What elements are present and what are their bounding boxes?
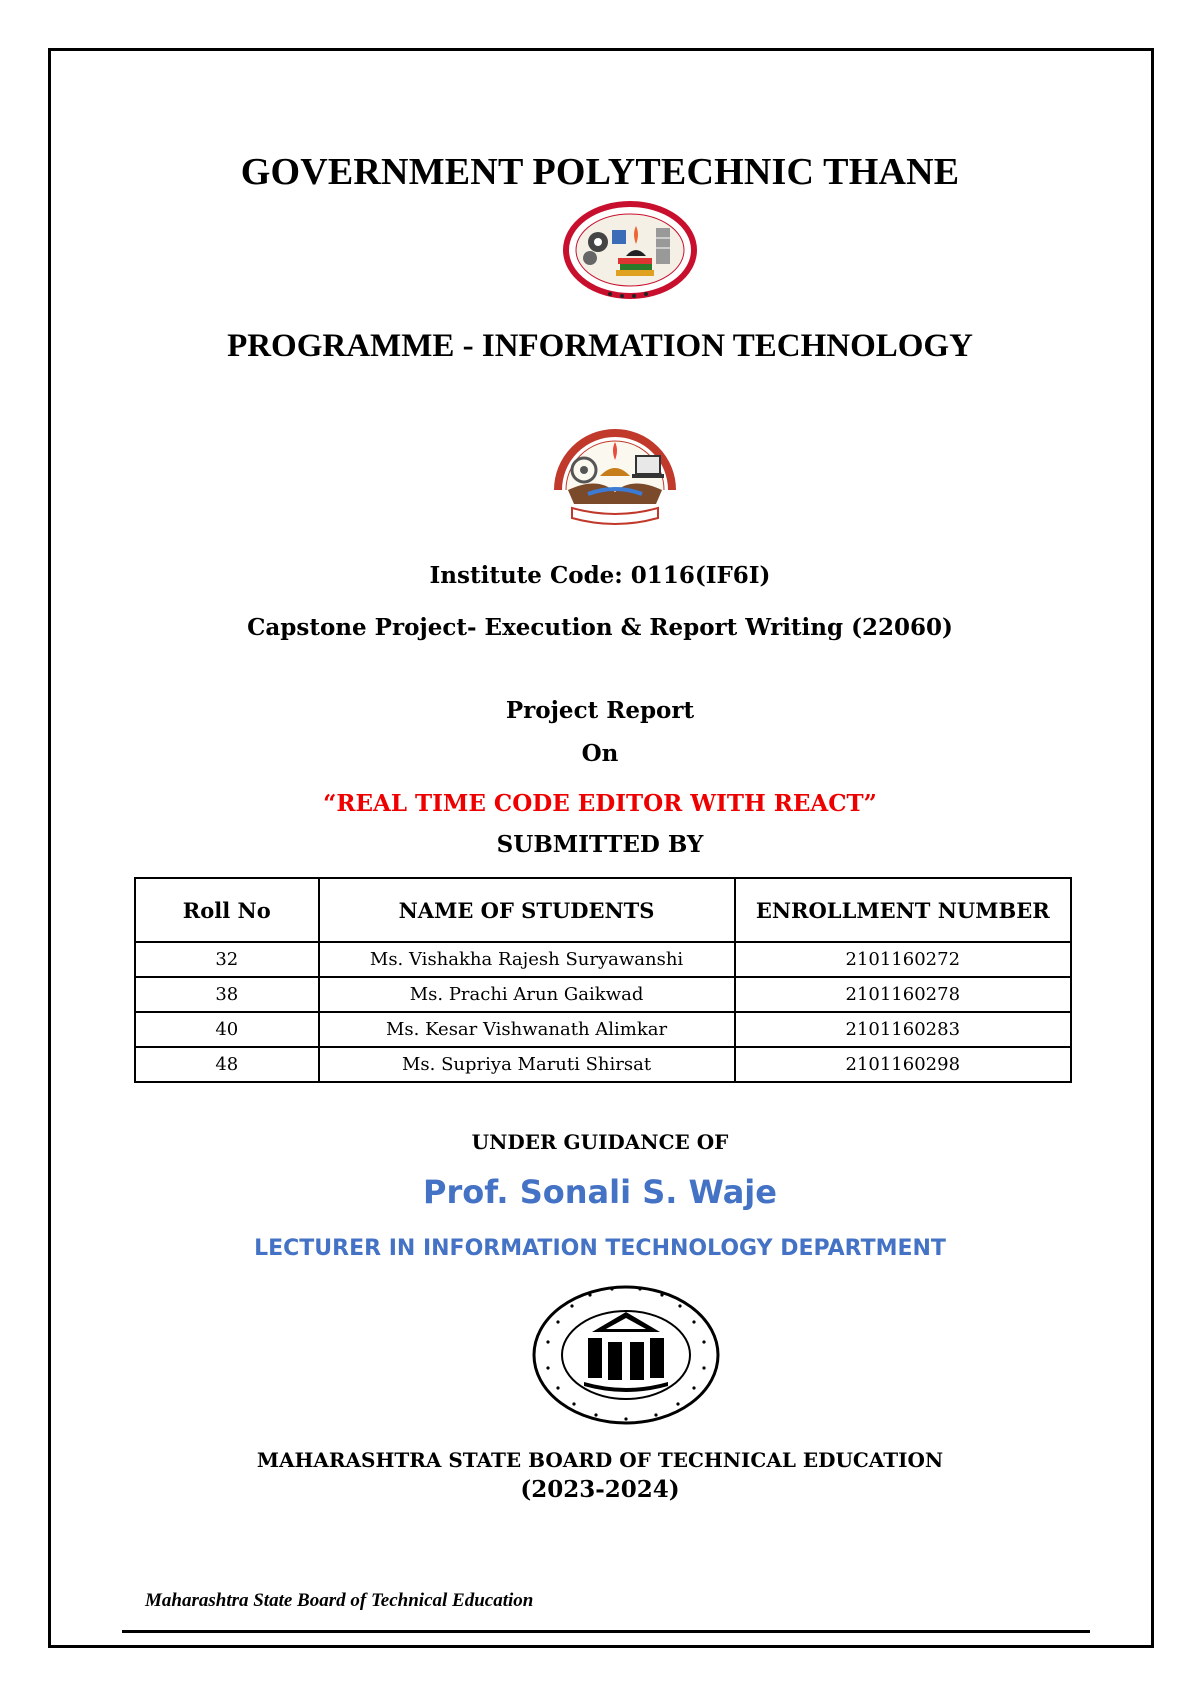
guide-name: Prof. Sonali S. Waje bbox=[423, 1173, 777, 1211]
student-name-cell: Ms. Prachi Arun Gaikwad bbox=[319, 977, 735, 1012]
project-title: “REAL TIME CODE EDITOR WITH REACT” bbox=[323, 790, 877, 817]
roll-no-cell: 40 bbox=[135, 1012, 319, 1047]
student-name-cell: Ms. Vishakha Rajesh Suryawanshi bbox=[319, 942, 735, 977]
academic-year: (2023-2024) bbox=[520, 1476, 680, 1503]
guide-designation: LECTURER IN INFORMATION TECHNOLOGY DEPARTMENT bbox=[254, 1236, 946, 1261]
guidance-label: UNDER GUIDANCE OF bbox=[471, 1130, 729, 1154]
enrollment-number-cell: 2101160272 bbox=[735, 942, 1071, 977]
footer-divider bbox=[122, 1630, 1090, 1633]
programme-title: PROGRAMME - INFORMATION TECHNOLOGY bbox=[227, 328, 973, 364]
report-label: Project Report bbox=[505, 697, 695, 724]
institute-logo-icon bbox=[560, 200, 700, 305]
header-roll-no: Roll No bbox=[135, 878, 319, 942]
board-name: MAHARASHTRA STATE BOARD OF TECHNICAL EDUCATION bbox=[256, 1448, 944, 1472]
student-name-cell: Ms. Supriya Maruti Shirsat bbox=[319, 1047, 735, 1082]
enrollment-number-cell: 2101160278 bbox=[735, 977, 1071, 1012]
institute-code: Institute Code: 0116(IF6I) bbox=[429, 562, 771, 589]
enrollment-number-cell: 2101160283 bbox=[735, 1012, 1071, 1047]
institution-title: GOVERNMENT POLYTECHNIC THANE bbox=[240, 151, 960, 193]
header-student-name: NAME OF STUDENTS bbox=[319, 878, 735, 942]
student-name-cell: Ms. Kesar Vishwanath Alimkar bbox=[319, 1012, 735, 1047]
on-label: On bbox=[581, 740, 619, 767]
table-row bbox=[135, 977, 1071, 1012]
roll-no-cell: 38 bbox=[135, 977, 319, 1012]
table-row bbox=[135, 942, 1071, 977]
table-header-row bbox=[135, 878, 1071, 942]
students-table bbox=[134, 877, 1072, 1083]
department-logo-icon bbox=[548, 420, 682, 530]
course-name: Capstone Project- Execution & Report Writing (22060) bbox=[247, 614, 953, 641]
submitted-by-label: SUBMITTED BY bbox=[496, 831, 704, 858]
table-row bbox=[135, 1047, 1071, 1082]
msbte-logo-icon bbox=[528, 1282, 724, 1428]
footer-text: Maharashtra State Board of Technical Education bbox=[145, 1590, 534, 1611]
roll-no-cell: 48 bbox=[135, 1047, 319, 1082]
roll-no-cell: 32 bbox=[135, 942, 319, 977]
enrollment-number-cell: 2101160298 bbox=[735, 1047, 1071, 1082]
table-row bbox=[135, 1012, 1071, 1047]
header-enrollment-number: ENROLLMENT NUMBER bbox=[735, 878, 1071, 942]
